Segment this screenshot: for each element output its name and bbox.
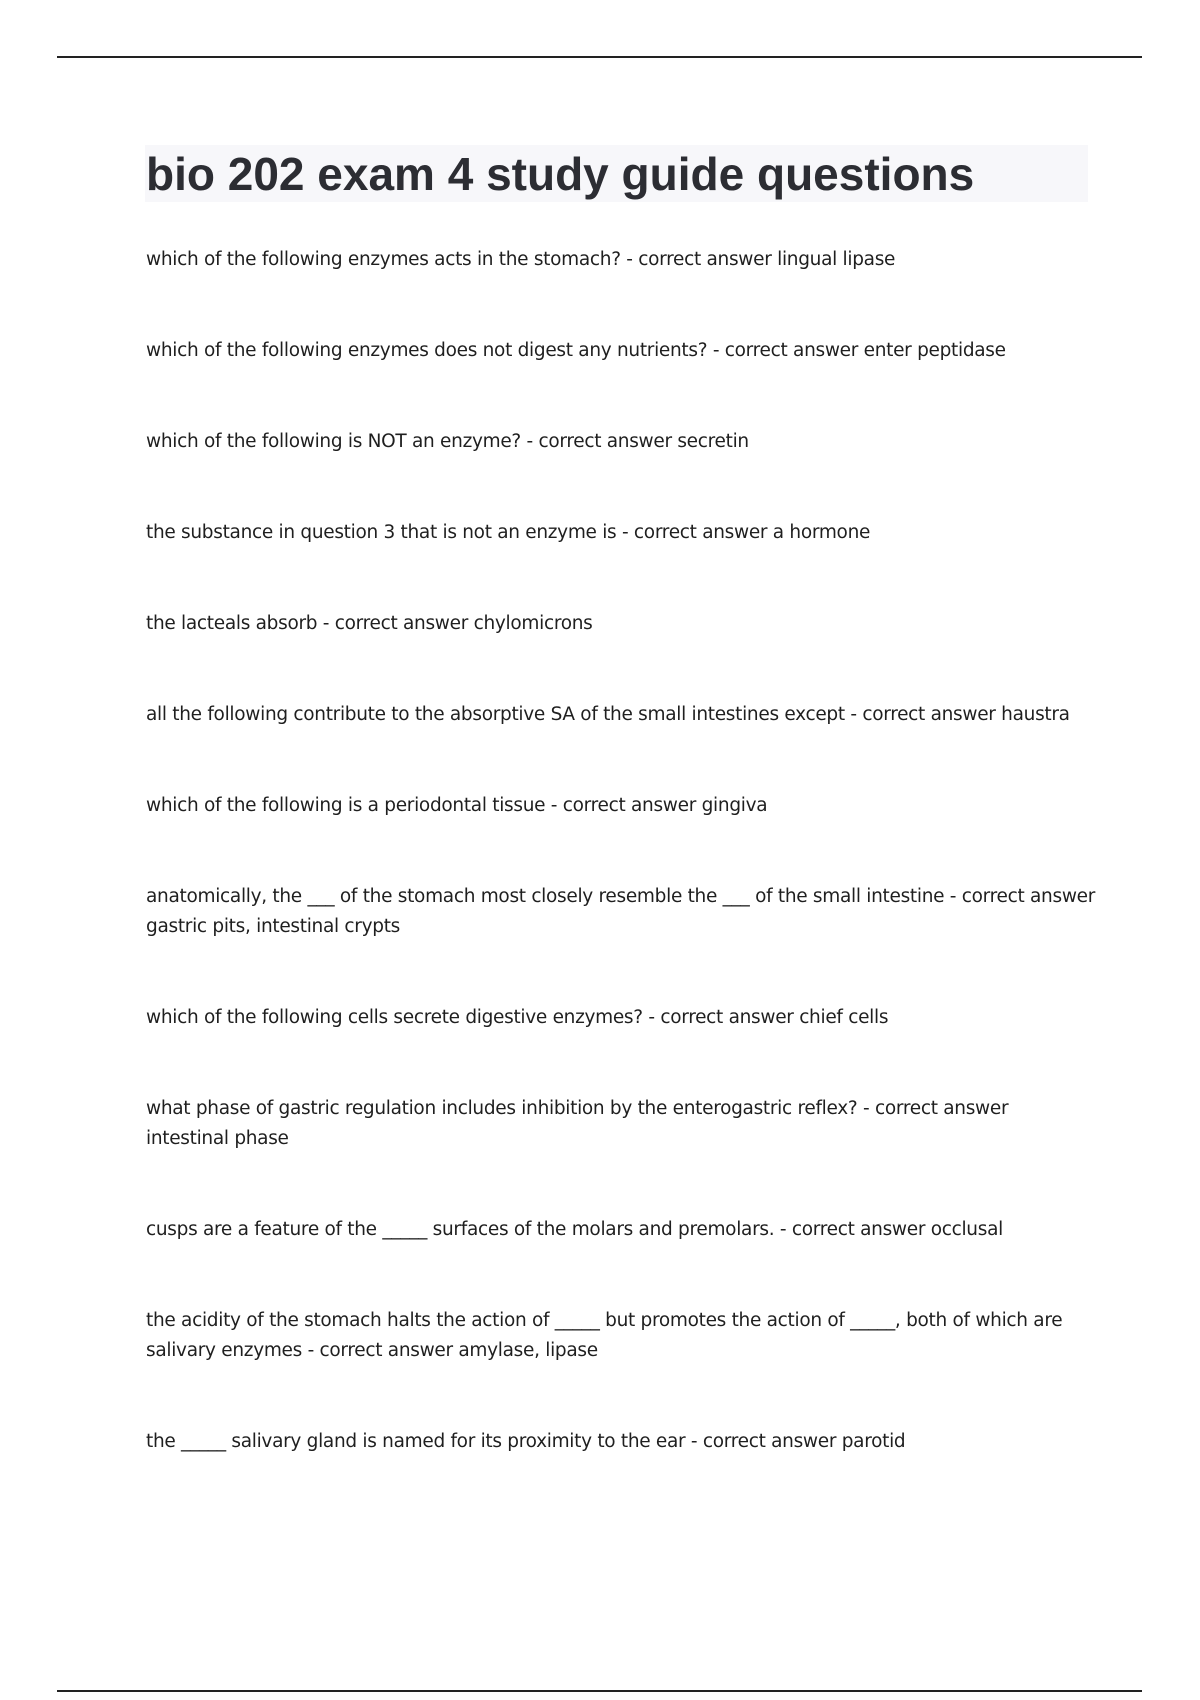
qa-item: which of the following is NOT an enzyme? - correct answer secretin <box>146 431 749 452</box>
qa-item: which of the following enzymes acts in the stomach? - correct answer lingual lipase <box>146 249 896 270</box>
qa-item: all the following contribute to the absorptive SA of the small intestines except - correct answer haustra <box>146 704 1070 725</box>
document-title: bio 202 exam 4 study guide questions <box>146 148 975 200</box>
qa-item: which of the following cells secrete digestive enzymes? - correct answer chief cells <box>146 1007 889 1028</box>
bottom-rule <box>57 1690 1142 1692</box>
qa-item: anatomically, the ___ of the stomach most closely resemble the ___ of the small intestine - correct answer gastric pits, intestinal crypts <box>146 886 1096 937</box>
qa-item: the substance in question 3 that is not an enzyme is - correct answer a hormone <box>146 522 871 543</box>
qa-item: what phase of gastric regulation includes inhibition by the enterogastric reflex? - correct answer intestinal phase <box>146 1098 1009 1149</box>
qa-item: the lacteals absorb - correct answer chylomicrons <box>146 613 593 634</box>
top-rule <box>57 56 1142 58</box>
qa-item: cusps are a feature of the _____ surfaces of the molars and premolars. - correct answer occlusal <box>146 1219 1003 1240</box>
qa-item: the _____ salivary gland is named for its proximity to the ear - correct answer parotid <box>146 1431 906 1452</box>
qa-item: the acidity of the stomach halts the action of _____ but promotes the action of _____, both of which are salivary enzymes - correct answer amylase, lipase <box>146 1310 1063 1361</box>
qa-item: which of the following is a periodontal tissue - correct answer gingiva <box>146 795 768 816</box>
qa-item: which of the following enzymes does not digest any nutrients? - correct answer enter peptidase <box>146 340 1006 361</box>
